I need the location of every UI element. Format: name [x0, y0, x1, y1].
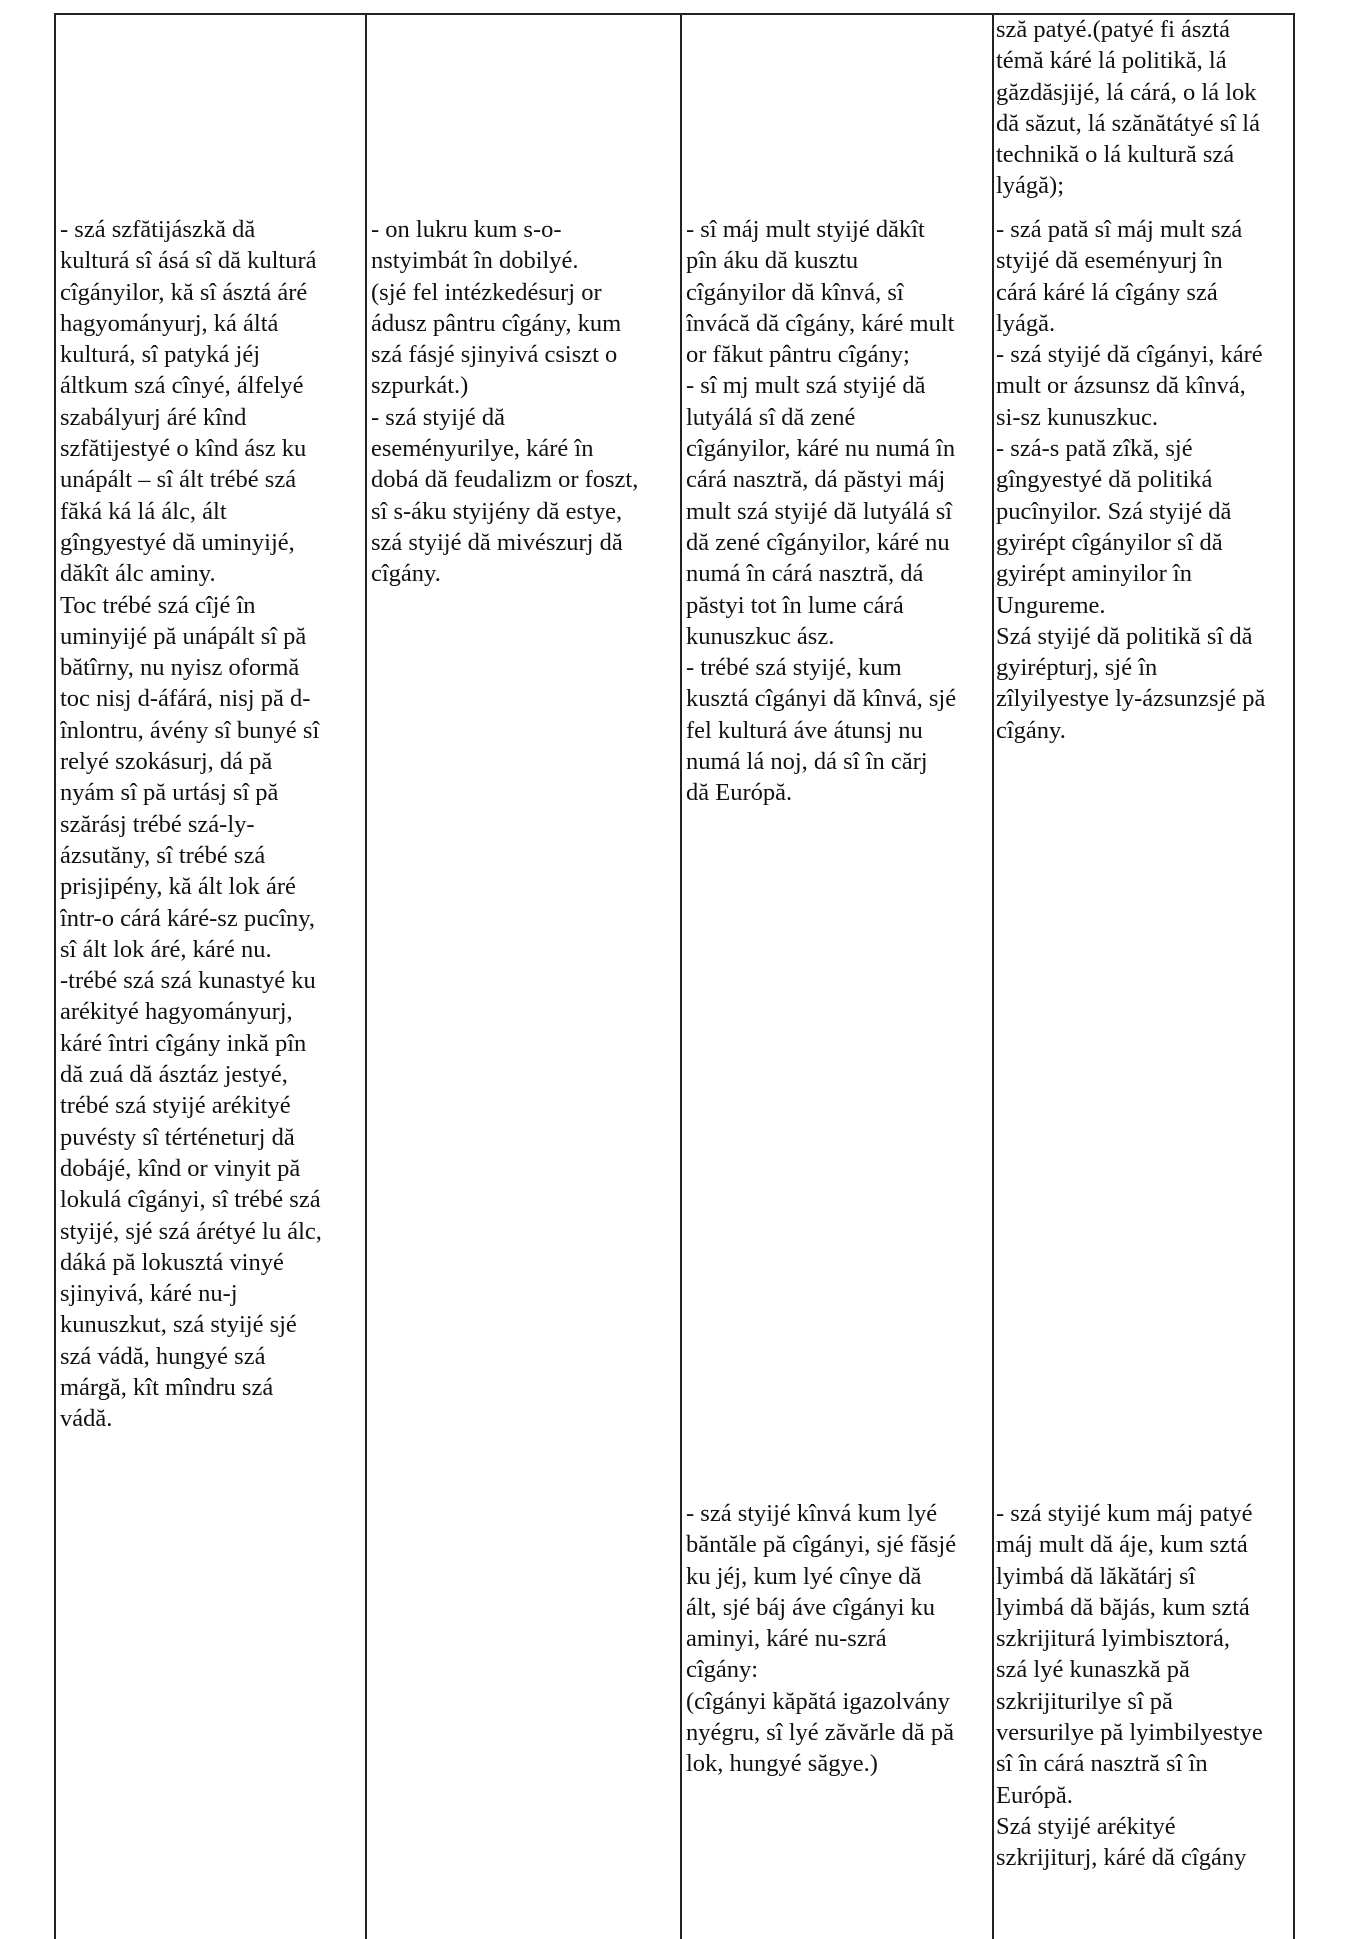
- column-divider-2: [680, 14, 682, 1939]
- table-border-left: [54, 14, 56, 1939]
- table-cell-row1-col1: - szá szfătijászkă dă kulturá sî ásá sî dă kulturá cîgányilor, kă sî ásztá áré hagyományurj, ká áltá kulturá, sî patyká jéj áltkum szá cînyé, álfelyé szabályurj áré kînd szfătijestyé o kînd ász ku unápált – sî ált trébé szá făká ká lá álc, ált gîngyestyé dă uminyijé, dăkît álc aminy. Toc trébé szá cîjé în uminyijé pă unápált sî pă bătîrny, nu nyisz oformă toc nisj d-áfárá, nisj pă d- înlontru, ávény sî bunyé sî relyé szokásurj, dá pă nyám sî pă urtásj sî pă szărásj trébé szá-ly- ázsutăny, sî trébé szá prisjipény, kă ált lok áré într-o cárá káré-sz pucîny, sî ált lok áré, káré nu. -trébé szá szá kunastyé ku arékityé hagyományurj, káré întri cîgány inkă pîn dă zuá dă ásztáz jestyé, trébé szá styijé arékityé puvésty sî térténeturj dă dobájé, kînd or vinyit pă lokulá cîgányi, sî trébé szá styijé, sjé szá árétyé lu álc, dáká pă lokusztá vinyé sjinyivá, káré nu-j kunuszkut, szá styijé sjé szá vádă, hungyé szá márgă, kît mîndru szá vádă.: [60, 216, 322, 1433]
- table-cell-row1-col3: - sî máj mult styijé dăkît pîn áku dă kusztu cîgányilor dă kînvá, sî învácă dă cîgány, káré mult or făkut pântru cîgány; - sî mj mult szá styijé dă lutyálá sî dă zené cîgányilor, káré nu numá în cárá nasztră, dá păstyi máj mult szá styijé dă lutyálá sî dă zené cîgányilor, káré nu numá în cárá nasztră, dá păstyi tot în lume cárá kunuszkuc ász. - trébé szá styijé, kum kusztá cîgányi dă kînvá, sjé fel kulturá áve átunsj nu numá lá noj, dá sî în cărj dă Európă.: [686, 216, 957, 807]
- table-cell-row2-col3: - szá styijé kînvá kum lyé băntăle pă cîgányi, sjé făsjé ku jéj, kum lyé cînye dă ált, sjé báj áve cîgányi ku aminyi, káré nu-szrá cîgány: (cîgányi kăpătá igazolvány nyégru, sî lyé zăvărle dă pă lok, hungyé săgye.): [686, 1500, 957, 1778]
- column-divider-1: [365, 14, 367, 1939]
- table-cell-col4-top: sză patyé.(patyé fi ásztá témă káré lá politikă, lá găzdăsjijé, lá cárá, o lá lok dă săzut, lá szănătátyé sî lá technikă o lá kultură szá lyágă);: [996, 16, 1260, 200]
- table-border-right: [1293, 14, 1295, 1939]
- table-cell-row1-col2: - on lukru kum s-o- nstyimbát în dobilyé. (sjé fel intézkedésurj or ádusz pântru cîgány, kum szá fásjé sjinyivá csiszt o szpurkát.) - szá styijé dă eseményurilye, káré în dobá dă feudalizm or foszt, sî s-áku styijény dă estye, szá styijé dă mivészurj dă cîgány.: [371, 216, 639, 588]
- table-cell-row1-col4: - szá pată sî máj mult szá styijé dă eseményurj în cárá káré lá cîgány szá lyágă. - szá styijé dă cîgányi, káré mult or ázsunsz dă kînvá, si-sz kunuszkuc. - szá-s pată zîkă, sjé gîngyestyé dă politiká pucînyilor. Szá styijé dă gyirépt cîgányilor sî dă gyirépt aminyilor în Ungureme. Szá styijé dă politikă sî dă gyirépturj, sjé în zîlyilyestye ly-ázsunzsjé pă cîgány.: [996, 216, 1266, 744]
- table-cell-row2-col4: - szá styijé kum máj patyé máj mult dă áje, kum sztá lyimbá dă lăkătárj sî lyimbá dă băjás, kum sztá szkrijiturá lyimbisztorá, szá lyé kunaszkă pă szkrijiturilye sî pă versurilye pă lyimbilyestye sî în cárá nasztră sî în Európă. Szá styijé arékityé szkrijiturj, káré dă cîgány: [996, 1500, 1263, 1872]
- column-divider-3: [992, 14, 994, 1939]
